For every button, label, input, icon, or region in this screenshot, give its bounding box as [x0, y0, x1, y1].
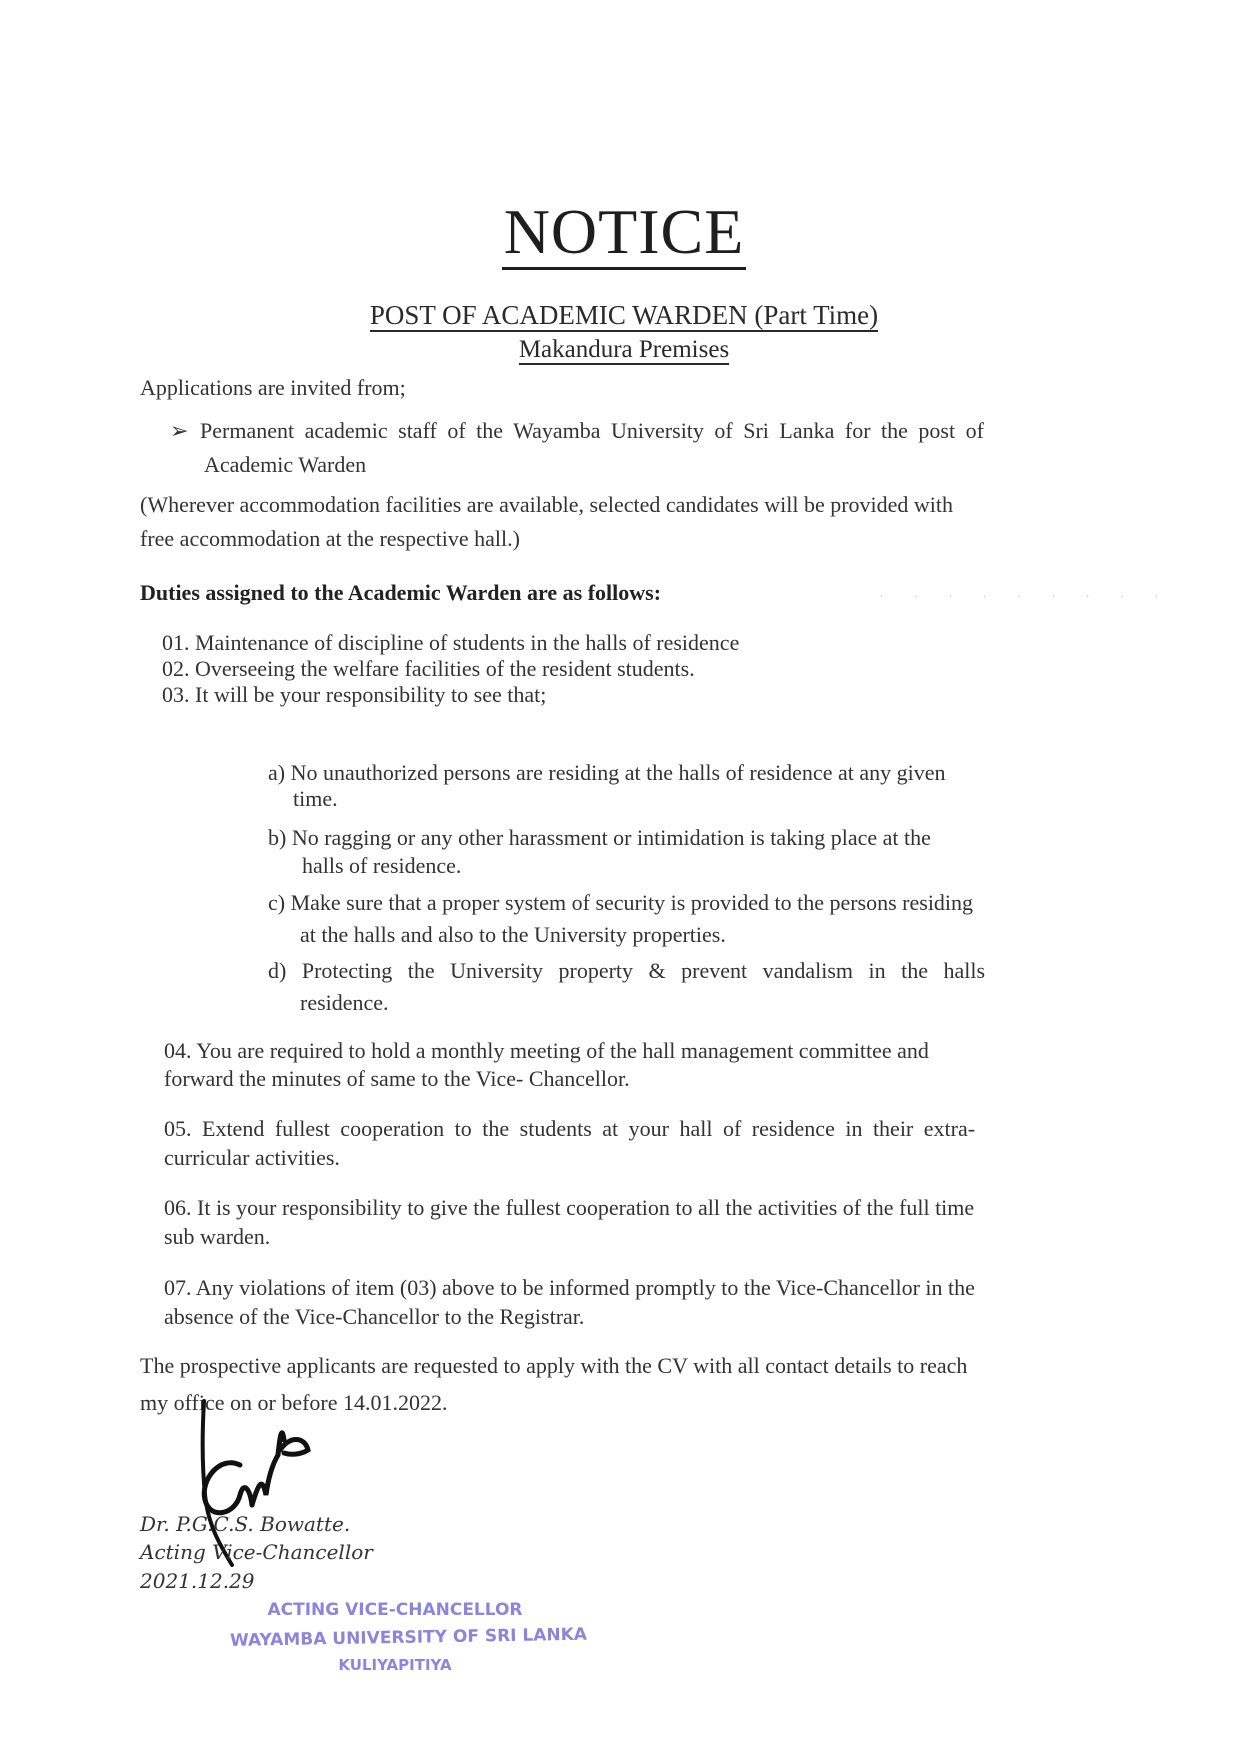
- arrow-bullet-icon: ➢: [170, 418, 189, 443]
- stamp-line1: ACTING VICE-CHANCELLOR: [267, 1600, 523, 1620]
- duty-item: 03. It will be your responsibility to see that;: [162, 682, 547, 707]
- post-title: POST OF ACADEMIC WARDEN (Part Time): [369, 300, 879, 330]
- stamp-line3: KULIYAPITIYA: [338, 1656, 452, 1674]
- accommodation-note-line2: free accommodation at the respective hall.): [140, 526, 520, 551]
- closing-line2: my office on or before 14.01.2022.: [140, 1390, 448, 1415]
- duty-item: 06. It is your responsibility to give the fullest cooperation to all the activities of the full time: [164, 1195, 975, 1220]
- eligibility-item-line2: Academic Warden: [204, 452, 367, 477]
- duty-item-line2: forward the minutes of same to the Vice- Chancellor.: [164, 1066, 630, 1091]
- accommodation-note-line1: (Wherever accommodation facilities are available, selected candidates will be provided with: [140, 492, 954, 517]
- sub-duty-item: a) No unauthorized persons are residing at the halls of residence at any given: [268, 760, 946, 785]
- sub-duty-item: d) Protecting the University property & prevent vandalism in the halls: [268, 958, 986, 983]
- sub-duty-item-line2: halls of residence.: [302, 853, 462, 878]
- signatory-date: 2021.12.29: [140, 1569, 255, 1593]
- sub-duty-item: b) No ragging or any other harassment or intimidation is taking place at the: [268, 825, 931, 850]
- sub-duty-item-line2: at the halls and also to the University properties.: [300, 922, 726, 947]
- sub-duty-item-line2: time.: [293, 786, 338, 811]
- duty-item-line2: curricular activities.: [164, 1145, 340, 1170]
- duty-item-line2: sub warden.: [164, 1224, 271, 1249]
- duty-item: 07. Any violations of item (03) above to be informed promptly to the Vice-Chancellor in the: [164, 1275, 975, 1300]
- sub-duty-item-line2: residence.: [300, 990, 389, 1015]
- duty-item-line2: absence of the Vice-Chancellor to the Registrar.: [164, 1304, 585, 1329]
- stamp-line2: WAYAMBA UNIVERSITY OF SRI LANKA: [229, 1624, 588, 1651]
- duties-heading: Duties assigned to the Academic Warden are as follows:: [140, 580, 662, 605]
- duty-item: 01. Maintenance of discipline of students in the halls of residence: [162, 630, 740, 655]
- sub-duty-item: c) Make sure that a proper system of security is provided to the persons residing: [268, 890, 974, 915]
- closing-line1: The prospective applicants are requested to apply with the CV with all contact details to reach: [140, 1353, 968, 1378]
- eligibility-item: ➢ Permanent academic staff of the Wayamba University of Sri Lanka for the post of: [170, 418, 984, 443]
- location-title: Makandura Premises: [518, 336, 730, 363]
- duty-item: 05. Extend fullest cooperation to the students at your hall of residence in their extra-: [164, 1116, 976, 1141]
- official-stamp: [229, 1600, 588, 1674]
- signatory-title: Acting Vice-Chancellor: [140, 1540, 373, 1564]
- duty-item: 02. Overseeing the welfare facilities of the resident students.: [162, 656, 695, 681]
- notice-title: NOTICE: [0, 195, 1248, 269]
- duty-item: 04. You are required to hold a monthly meeting of the hall management committee and: [164, 1038, 929, 1063]
- scan-noise: · · · · · · · · ·: [880, 592, 1173, 603]
- signatory-name: Dr. P.G.C.S. Bowatte.: [140, 1512, 351, 1536]
- intro-text: Applications are invited from;: [140, 375, 406, 400]
